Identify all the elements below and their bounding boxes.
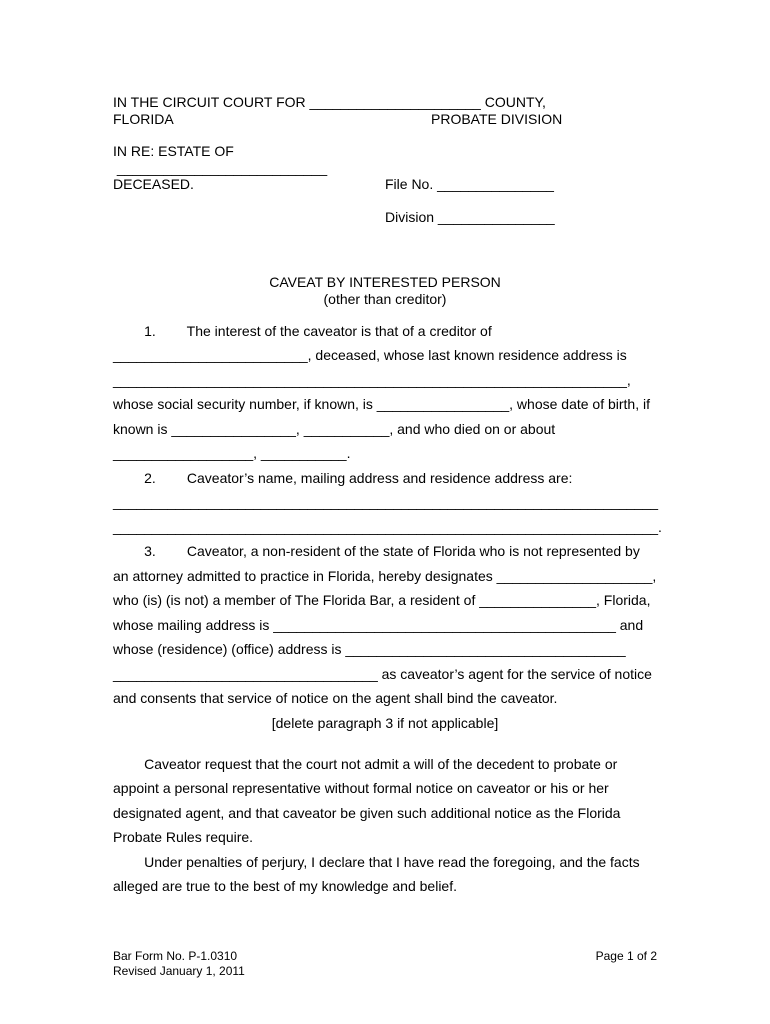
- paragraph-3-line: __________________________________ as caveator’s agent for the service of notice: [113, 666, 652, 682]
- revision-date: Revised January 1, 2011: [113, 964, 245, 978]
- paragraph-3-line: and consents that service of notice on the agent shall bind the caveator.: [113, 690, 558, 706]
- court-caption-line: IN THE CIRCUIT COURT FOR ______________________ COUNTY,: [113, 94, 546, 110]
- paragraph-4-line: Probate Rules require.: [113, 829, 254, 845]
- document-title: CAVEAT BY INTERESTED PERSON: [269, 274, 501, 290]
- paragraph-3-line: who (is) (is not) a member of The Florida Bar, a resident of _______________, Florida,: [113, 592, 651, 608]
- paragraph-1-line: _________________________, deceased, whose last known residence address is: [113, 347, 627, 363]
- paragraph-1-line: whose social security number, if known, is _________________, whose date of birth, if: [113, 396, 650, 412]
- deceased-label: DECEASED.: [113, 176, 194, 192]
- estate-label: IN RE: ESTATE OF: [113, 143, 234, 159]
- perjury-declaration-line: alleged are true to the best of my knowledge and belief.: [113, 878, 457, 894]
- paragraph-4-line: designated agent, and that caveator be given such additional notice as the Florida: [113, 805, 621, 821]
- paragraph-2-line: 2. Caveator’s name, mailing address and residence address are:: [113, 470, 573, 486]
- paragraph-4-line: appoint a personal representative without formal notice on caveator or his or her: [113, 780, 609, 796]
- document-subtitle: (other than creditor): [323, 291, 447, 307]
- paragraph-1-line: known is ________________, ___________, and who died on or about: [113, 421, 556, 437]
- page-number: Page 1 of 2: [595, 949, 657, 963]
- bar-form-number: Bar Form No. P-1.0310: [113, 949, 238, 963]
- file-number-field: File No. _______________: [385, 176, 554, 192]
- paragraph-1-line: __________________, ___________.: [113, 445, 351, 461]
- division-field: Division _______________: [385, 209, 555, 225]
- paragraph-1-line: __________________________________________________________________,: [113, 372, 631, 388]
- estate-name-blank: ___________________________: [113, 160, 328, 176]
- paragraph-4-line: Caveator request that the court not admit a will of the decedent to probate or: [113, 756, 618, 772]
- paragraph-3-line: 3. Caveator, a non-resident of the state of Florida who is not represented by: [113, 543, 640, 559]
- paragraph-1-line: 1. The interest of the caveator is that of a creditor of: [113, 323, 492, 339]
- paragraph-2-line: ______________________________________________________________________: [113, 494, 659, 510]
- paragraph-3-line: whose mailing address is ____________________________________________ and: [113, 617, 644, 633]
- probate-division-label: PROBATE DIVISION: [431, 111, 563, 127]
- paragraph-3-line: an attorney admitted to practice in Florida, hereby designates ____________________,: [113, 568, 657, 584]
- paragraph-3-note: [delete paragraph 3 if not applicable]: [271, 715, 499, 731]
- paragraph-3-line: whose (residence) (office) address is ____________________________________: [113, 641, 626, 657]
- perjury-declaration-line: Under penalties of perjury, I declare that I have read the foregoing, and the facts: [113, 854, 640, 870]
- state-label: FLORIDA: [113, 111, 174, 127]
- paragraph-2-line: ______________________________________________________________________.: [113, 519, 662, 535]
